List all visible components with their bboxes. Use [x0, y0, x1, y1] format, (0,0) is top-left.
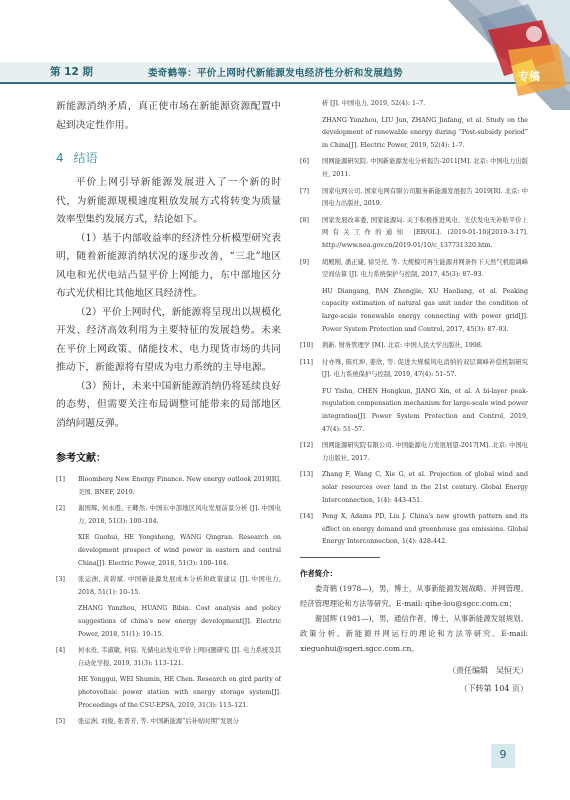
- reference-item: [3] 张运洲, 黄碧斌. 中国新能源发展成本分析和政策建议 [J]. 中国电力, 2018, 51(1): 10–15.: [56, 576, 281, 596]
- reference-item: [5] 张运洲, 刘俊, 张晋芳, 等. 中国新能源“后补贴时期”发展分: [56, 718, 239, 726]
- reference-item: ZHANG Yunzhou, HUANG Bibin. Cost analysis and policy suggestions of china's new energy development[J]. Electric Power, 2018, 51(1): 10–15.: [78, 605, 281, 638]
- reference-item: HU Diangang, PAN Zhengjie, XU Haoliang, et al. Peaking capacity estimation of natural gas unit under the condition of large-scale renewable energy connecting with power grid[J]. Power System Protection and Control, 2017, 45(3): 87–93.: [322, 287, 528, 333]
- author-label: 作者简介：: [300, 569, 337, 578]
- right-column: [300, 98, 528, 698]
- reference-item: FU Yishu, CHEN Hongkun, JIANG Xin, et al. A bi-layer peak-regulation compensation mechanism for large-scale wind power integration[J]. Power System Protection and Control, 2019, 47(4): 51–57.: [322, 387, 528, 433]
- carryover-paragraph: 新能源消纳矛盾，真正使市场在新能源资源配置中起到决定性作用。: [56, 101, 281, 131]
- reference-item: [6] 国网能源研究院. 中国新能源发电分析报告-2011[M]. 北京: 中国电力出版社, 2011.: [300, 158, 528, 178]
- conclusion-intro: 平价上网引导新能源发展进入了一个新的时代，为新能源规模速度粗放发展方式将转变为质量效率型集约发展方式，结论如下。: [56, 177, 281, 225]
- reference-item: [12] 国网能源研究院有限公司. 中国能源电力发展展望-2017[M]. 北京: 中国电力出版社, 2017.: [300, 442, 528, 462]
- responsible-editor: （责任编辑 吴恒天）: [448, 666, 528, 675]
- reference-list-right: [300, 98, 528, 549]
- reference-item: [10] 荆新. 财务管理学 [M]. 北京: 中国人民大学出版社, 1998.: [300, 342, 483, 350]
- reference-item: [9] 胡殿刚, 潘正婕, 徐昊亮, 等. 大规模可再生能源并网条件下天然气机组调峰空间估算 [J]. 电力系统保护与控制, 2017, 45(3): 87–93.: [300, 258, 528, 279]
- reference-item: [2] 谢国辉, 何永胜, 王卿然. 中国东中部地区风电发展前景分析 [J]. 中国电力, 2018, 51(3): 100–104.: [56, 505, 281, 525]
- conclusion-point-1: （1）基于内部收益率的经济性分析模型研究表明，随着新能源消纳状况的逐步改善，“三北”地区风电和光伏电站凸显平价上网能力，东中部地区分布式光伏相比其他地区具经济性。: [56, 232, 281, 299]
- reference-item: 析 [J]. 中国电力, 2019, 52(4): 1–7.: [322, 100, 426, 107]
- issue-number: 第 12 期: [50, 66, 93, 78]
- author-bio-1: 娄奇鹤 (1978—)，男，博士，从事新能源发展战略、并网管理、经济管理理论和方法等研究。E-mail: qihe-lou@sgcc.com.cn；: [300, 584, 528, 608]
- reference-item: [8] 国家发展改革委, 国家能源局. 关于积极推进风电、光伏发电无补贴平价上网有关工作的通知 [EB/OL]. (2019-01-10)[2019-3-17]. http://www.nea.gov.cn/2019-01/10/c_137731320.htm.: [300, 216, 528, 249]
- reference-list-left: [56, 474, 281, 729]
- conclusion-point-3: （3）预计，未来中国新能源消纳仍将延续良好的态势，但需要关注布局调整可能带来的局部地区消纳问题反弹。: [56, 380, 281, 429]
- reference-item: [4] 何永贵, 韦淑敏, 何宸. 光储电站发电平价上网问题研究 [J]. 电力系统及其自动化学报, 2019, 31(3): 113–121.: [56, 647, 281, 667]
- reference-item: [14] Peng X, Adams PD, Liu J. China's new growth pattern and its effect on energy demand and greenhouse gas emissions. Global Energy Interconnection, 1(4): 428-442.: [300, 513, 528, 546]
- reference-item: [11] 付亦殊, 陈红坤, 姜欣, 等. 促进大规模风电消纳的双层调峰补偿机制研究 [J]. 电力系统保护与控制, 2019, 47(4): 51–57.: [300, 358, 528, 379]
- reference-item: XIE Guohui, HE Yongsheng, WANG Qingran. Research on development prospect of wind power in eastern and central China[J]. Electric Power, 2018, 51(3): 100–104.: [78, 534, 281, 567]
- conclusion-point-2: （2）平价上网时代，新能源将呈现出以规模化开发、经济高效利用为主要特征的发展趋势。未来在平价上网政策、储能技术、电力现货市场的共同推动下，新能源将有望成为电力系统的主导电源。: [56, 306, 281, 373]
- reference-item: [13] Zhang F, Wang C, Xie G, et al. Projection of global wind and solar resources over land in the 21st century. Global Energy Interconnection, 1(4): 443-451.: [300, 471, 528, 504]
- page-number: 9: [499, 748, 507, 761]
- section-number: 4: [56, 151, 64, 165]
- reference-item: ZHANG Yunzhou, LIU Jun, ZHANG Jinfang, et al. Study on the development of renewable energy during “Post-subsidy period” in China[J]. Electric Power, 2019, 52(4): 1–7.: [322, 116, 528, 149]
- reference-item: HE Yonggui, WEI Shumin, HE Chen. Research on gird parity of photovoltaic power station with energy storage system[J]. Proceedings of the CSU-EPSA, 2019, 31(3): 113–121.: [78, 676, 281, 709]
- left-column: [56, 98, 281, 733]
- author-divider: [300, 557, 380, 558]
- section-title: 结语: [73, 151, 98, 165]
- section-heading: [56, 149, 281, 166]
- continued-note: （下转第 104 页）: [459, 684, 528, 693]
- reference-item: [7] 国家电网公司. 国家电网有限公司服务新能源发展报告 2019[R]. 北京: 中国电力出版社, 2019.: [300, 187, 528, 208]
- corner-label: 专稿: [518, 70, 540, 83]
- references-heading: 参考文献：: [56, 453, 106, 464]
- reference-item: [1] Bloomberg New Energy Finance. New energy outlook 2019[R]. 美国. BNEF, 2019.: [56, 476, 281, 496]
- running-title: 娄奇鹤等：平价上网时代新能源发电经济性分析和发展趋势: [148, 68, 403, 79]
- author-bio-2: 谢国辉 (1981—)，男，通信作者，博士，从事新能源发展规划、政策分析、新能源并网运行的理论和方法等研究。E-mail: xieguohui@sgeri.sgcc.com.cn。: [300, 614, 528, 653]
- corner-decoration: [448, 0, 570, 110]
